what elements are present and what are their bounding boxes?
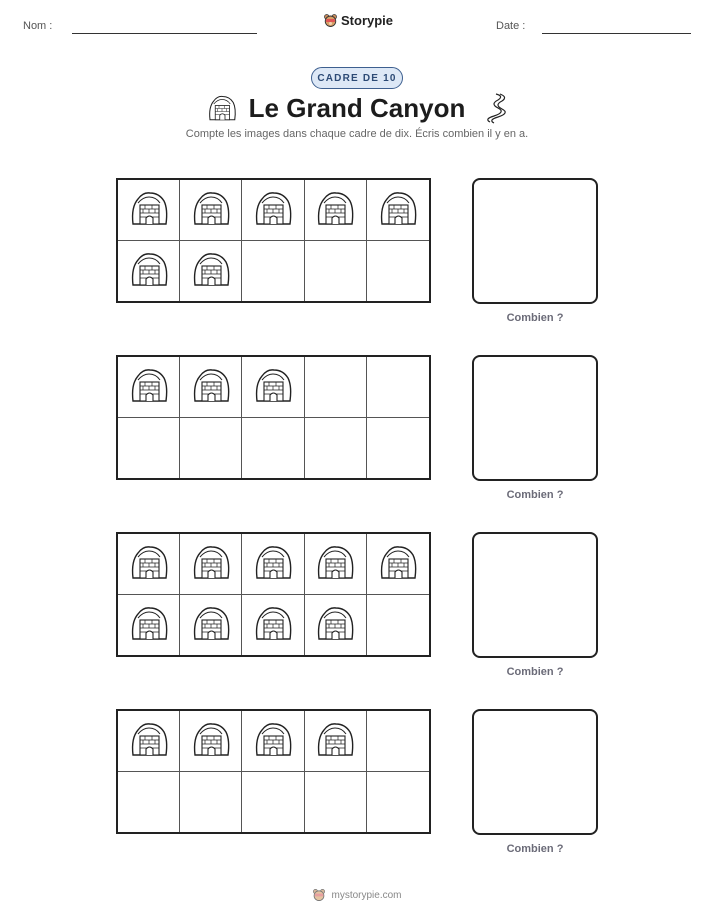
stone-house-icon: [315, 187, 355, 232]
ten-frame-cell: [305, 772, 367, 833]
name-line[interactable]: [72, 33, 257, 34]
stone-house-icon: [129, 718, 169, 763]
ten-frame-cell: [180, 772, 242, 833]
ten-frame-cell: [242, 772, 304, 833]
ten-frame-cell: [367, 711, 429, 772]
page-title: Le Grand Canyon: [248, 93, 466, 123]
stone-house-icon: [315, 541, 355, 586]
brand-name: Storypie: [341, 13, 394, 28]
bear-icon: [323, 13, 338, 28]
stone-house-icon: [378, 541, 418, 586]
ten-frame-cell: [305, 711, 367, 772]
ten-frame-cell: [242, 418, 304, 479]
stone-house-icon: [191, 364, 231, 409]
answer-label: Combien ?: [506, 666, 564, 678]
stone-house-icon: [253, 718, 293, 763]
ten-frame-cell: [367, 418, 429, 479]
ten-frame-cell: [118, 357, 180, 418]
ten-frame-cell: [118, 241, 180, 302]
footer: [0, 888, 714, 902]
ten-frame: [116, 709, 431, 834]
footer-url[interactable]: mystorypie.com: [331, 889, 402, 901]
instructions: Compte les images dans chaque cadre de dix. Écris combien il y en a.: [185, 128, 529, 140]
date-line[interactable]: [542, 33, 691, 34]
stone-house-icon: [191, 718, 231, 763]
ten-frame-cell: [180, 711, 242, 772]
ten-frame: [116, 178, 431, 303]
ten-frame-cell: [305, 180, 367, 241]
category-badge: CADRE DE 10: [311, 67, 403, 89]
stone-house-icon: [191, 602, 231, 647]
ten-frame-cell: [242, 241, 304, 302]
ten-frame-cell: [367, 595, 429, 656]
stone-house-icon: [378, 187, 418, 232]
answer-box[interactable]: [472, 355, 598, 481]
answer-box[interactable]: [472, 532, 598, 658]
ten-frame-cell: [118, 418, 180, 479]
stone-house-icon: [191, 541, 231, 586]
winding-river-icon: [478, 92, 508, 124]
ten-frame-cell: [242, 595, 304, 656]
stone-house-icon: [253, 602, 293, 647]
ten-frame-cell: [242, 357, 304, 418]
answer-box[interactable]: [472, 178, 598, 304]
ten-frame-cell: [180, 357, 242, 418]
stone-house-icon: [129, 248, 169, 293]
stone-house-icon: [253, 187, 293, 232]
stone-house-icon: [129, 602, 169, 647]
ten-frame-cell: [305, 241, 367, 302]
ten-frame-cell: [367, 241, 429, 302]
ten-frame-cell: [305, 418, 367, 479]
ten-frame-cell: [180, 241, 242, 302]
stone-house-icon: [129, 187, 169, 232]
ten-frame-cell: [305, 534, 367, 595]
ten-frame: [116, 355, 431, 480]
ten-frame-cell: [180, 180, 242, 241]
ten-frame-cell: [367, 180, 429, 241]
ten-frame-cell: [180, 534, 242, 595]
ten-frame-cell: [180, 418, 242, 479]
ten-frame-cell: [367, 357, 429, 418]
brand-logo: [323, 13, 393, 28]
ten-frame-cell: [305, 595, 367, 656]
name-label: Nom :: [23, 20, 53, 32]
ten-frame-cell: [118, 772, 180, 833]
date-label: Date :: [496, 20, 526, 32]
ten-frame-cell: [242, 534, 304, 595]
stone-house-icon: [253, 541, 293, 586]
ten-frame-cell: [242, 711, 304, 772]
answer-label: Combien ?: [506, 489, 564, 501]
ten-frame-cell: [180, 595, 242, 656]
ten-frame-cell: [367, 534, 429, 595]
ten-frame-cell: [118, 711, 180, 772]
ten-frame-cell: [118, 180, 180, 241]
stone-house-icon: [129, 541, 169, 586]
ten-frame-cell: [118, 595, 180, 656]
stone-house-icon: [315, 602, 355, 647]
ten-frame: [116, 532, 431, 657]
bear-icon: [312, 888, 326, 902]
stone-house-icon: [253, 364, 293, 409]
answer-box[interactable]: [472, 709, 598, 835]
stone-house-icon: [191, 248, 231, 293]
answer-label: Combien ?: [506, 312, 564, 324]
stone-house-icon: [129, 364, 169, 409]
ten-frame-cell: [242, 180, 304, 241]
stone-house-icon: [315, 718, 355, 763]
stone-house-icon: [191, 187, 231, 232]
ten-frame-cell: [305, 357, 367, 418]
answer-label: Combien ?: [506, 843, 564, 855]
ten-frame-cell: [118, 534, 180, 595]
ten-frame-cell: [367, 772, 429, 833]
